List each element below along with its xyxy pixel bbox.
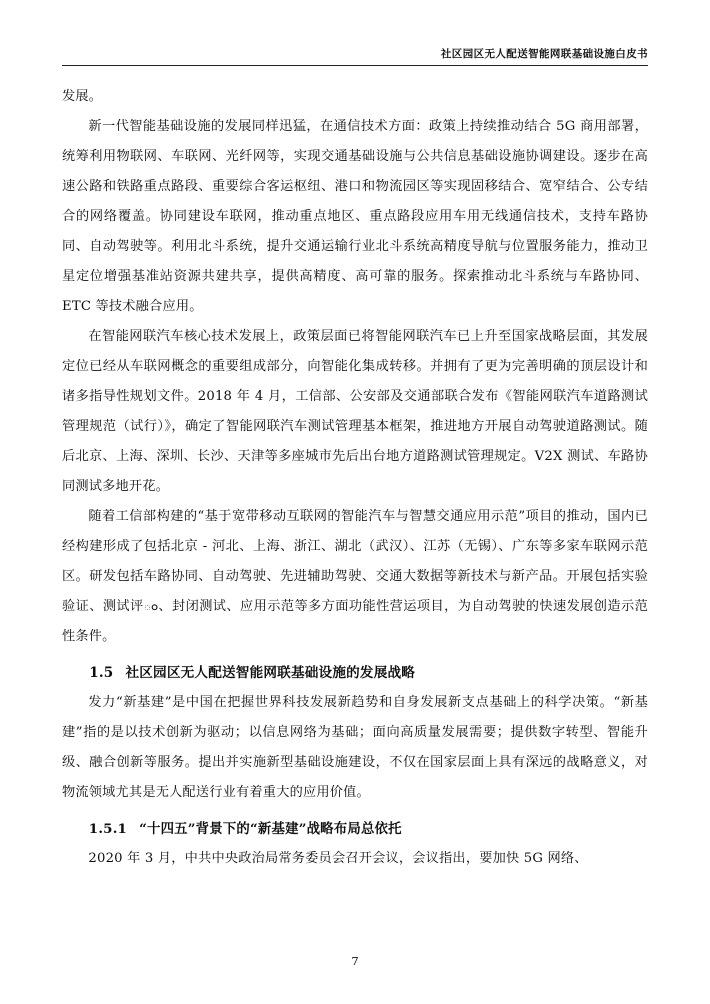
paragraph-3: 在智能网联汽车核心技术发展上，政策层面已将智能网联汽车已上升至国家战略层面，其发展定位已经从车联网概念的重要组成部分，向智能化集成转移。并拥有了更为完善明确的顶层设计和诸多指导性规划文件。2018 年 4 月，工信部、公安部及交通部联合发布《智能网联汽车道路测试管理规范（试行）》，确定了智能网联汽车测试管理基本框架，推进地方开展自动驾驶道路测试。随后北京、上海、深圳、长沙、天津等多座城市先后出台地方道路测试管理规定。V2X 测试、车路协同测试多地开花。 [62, 329, 648, 494]
header-divider [62, 65, 648, 66]
page-number: 7 [351, 954, 359, 968]
subsection-heading-1-5-1 [62, 814, 648, 844]
section-heading-1-5 [62, 658, 648, 688]
paragraph-6: 2020 年 3 月，中共中央政治局常务委员会召开会议，会议指出，要加快 5G 网络、 [88, 851, 588, 866]
paragraph-2: 新一代智能基础设施的发展同样迅猛，在通信技术方面：政策上持续推动结合 5G 商用部署，统筹利用物联网、车联网、光纤网等，实现交通基础设施与公共信息基础设施协调建设。逐步在高速公路和铁路重点路段、重要综合客运枢纽、港口和物流园区等实现固移结合、宽窄结合、公专结合的网络覆盖。协同建设车联网，推动重点地区、重点路段应用车用无线通信技术，支持车路协同、自动驾驶等。利用北斗系统，提升交通运输行业北斗系统高精度导航与位置服务能力，推动卫星定位增强基准站资源共建共享，提供高精度、高可靠的服务。探索推动北斗系统与车路协同、ETC 等技术融合应用。 [62, 119, 648, 314]
subsection-number: 1.5.1 [88, 821, 128, 837]
paragraph-5: 发力“新基建”是中国在把握世界科技发展新趋势和自身发展新支点基础上的科学决策。“新基建”指的是以技术创新为驱动；以信息网络为基础；面向高质量发展需要；提供数字转型、智能升级、融合创新等服务。提出并实施新型基础设施建设，不仅在国家层面上具有深远的战略意义，对物流领域尤其是无人配送行业有着重大的应用价值。 [62, 695, 648, 800]
paragraph-4: 随着工信部构建的“基于宽带移动互联网的智能汽车与智慧交通应用示范”项目的推动，国内已经构建形成了包括北京 - 河北、上海、浙江、湖北（武汉）、江苏（无锡）、广东等多家车联网示范区。研发包括车路协同、自动驾驶、先进辅助驾驶、交通大数据等新技术与新产品。开展包括实验验证、测试评ం、封闭测试、应用示范等多方面功能性营运项目，为自动驾驶的快速发展创造示范性条件。 [62, 509, 648, 644]
page-header: 社区园区无人配送智能网联基础设施白皮书 [440, 48, 648, 60]
section-number: 1.5 [89, 665, 114, 681]
subsection-title: “十四五”背景下的“新基建”战略布局总依托 [139, 821, 402, 837]
paragraph-1: 发展。 [62, 89, 103, 104]
section-title: 社区园区无人配送智能网联基础设施的发展战略 [125, 665, 416, 681]
